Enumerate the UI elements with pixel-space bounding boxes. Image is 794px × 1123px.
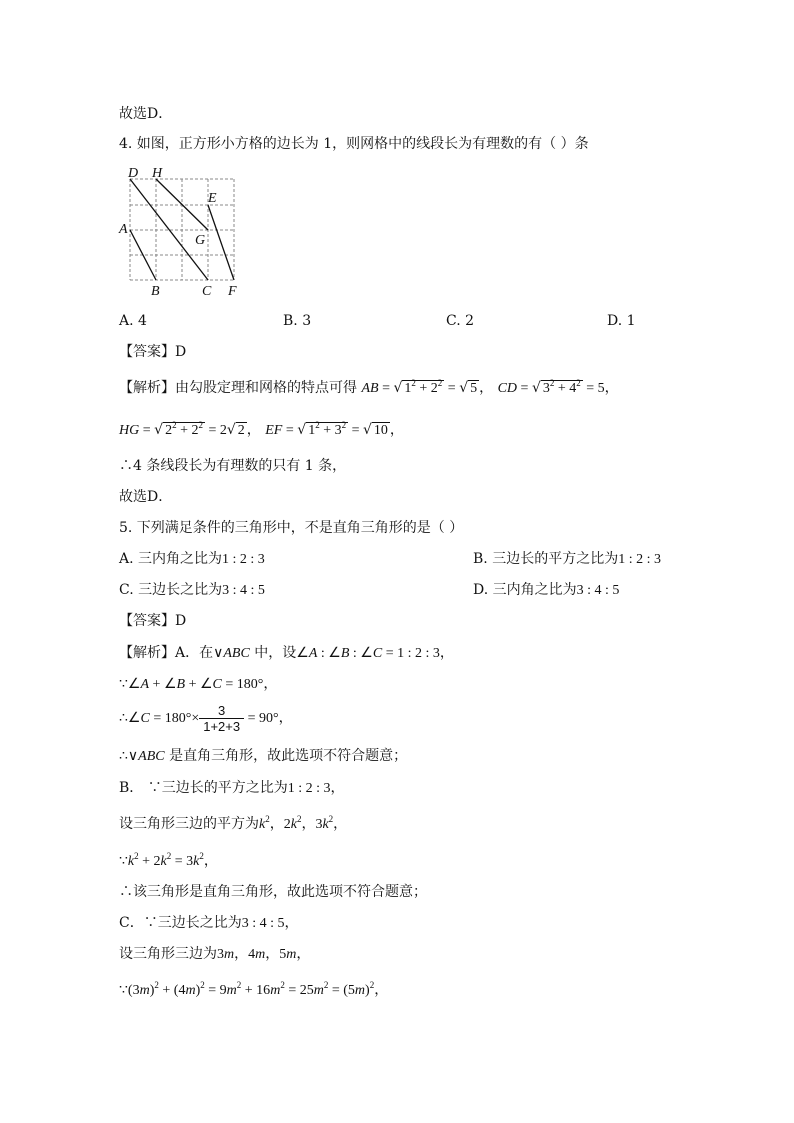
q5-analysis-b-4: ∴该三角形是直角三角形，故此选项不符合题意； <box>119 884 427 900</box>
q4-option-d: D. 1 <box>607 313 636 329</box>
q4-grid-figure <box>116 162 256 302</box>
label-g: G <box>195 233 206 248</box>
q5-answer: 【答案】D <box>119 613 187 629</box>
q5-analysis-b-3: $\because k^2 + 2k^2 = 3k^2$， <box>119 851 218 869</box>
question-4-stem: 4. 如图，正方形小方格的边长为 1，则网格中的线段长为有理数的有（ ）条 <box>119 136 589 152</box>
label-e: E <box>208 191 217 206</box>
q4-answer: 【答案】D <box>119 344 187 360</box>
q5-analysis-a-1: 【解析】A．在∨ABC 中，设∠A : ∠B : ∠C = 1 : 2 : 3， <box>119 645 454 661</box>
q4-analysis-line-2: HG = √ $2^2 + 2^2 = 2√$ 2 ， EF = √ $1^2 + 3^2$ = √ 10 ， <box>119 420 404 438</box>
q5-option-c: C. 三边长之比为3 : 4 : 5 <box>119 582 265 598</box>
q5-analysis-a-4: ∴∨ABC 是直角三角形，故此选项不符合题意； <box>119 748 408 764</box>
label-c: C <box>202 284 212 299</box>
q4-analysis-line-1: 【解析】由勾股定理和网格的特点可得 AB = √ $1^2 + 2^2$ = √ 5 ， CD = √ $3^2 + 4^2 = 5$， <box>119 378 619 396</box>
q4-option-c: C. 2 <box>446 313 475 329</box>
q4-option-b: B. 3 <box>283 313 312 329</box>
q5-option-d: D. 三内角之比为3 : 4 : 5 <box>473 582 620 598</box>
q4-end: 故选D． <box>119 489 173 505</box>
q5-analysis-a-3: ∴∠C = 180°× $\frac{3}{1+2+3}$ = 90°， <box>119 702 293 734</box>
label-f: F <box>228 284 237 299</box>
label-d: D <box>128 166 139 181</box>
q5-analysis-c-1: C．∵三边长之比为3 : 4 : 5， <box>119 915 299 931</box>
q4-analysis-prefix: 【解析】由勾股定理和网格的特点可得 <box>119 380 357 396</box>
q4-conclusion: ∴4 条线段长为有理数的只有 1 条， <box>119 458 347 474</box>
q5-analysis-c-2: 设三角形三边为3m，4m，5m， <box>119 946 311 962</box>
label-b: B <box>151 284 160 299</box>
q5-analysis-b-1: B． ∵三边长的平方之比为1 : 2 : 3， <box>119 780 345 796</box>
q5-analysis-b-2: 设三角形三边的平方为$k^2$，$2k^2$，$3k^2$， <box>119 814 348 832</box>
q5-analysis-c-3: $\because(3m)^2 + (4m)^2 = 9m^2 + 16m^2 = 25m^2 = (5m)^2$， <box>119 980 389 998</box>
label-h: H <box>152 166 163 181</box>
q5-option-b: B. 三边长的平方之比为1 : 2 : 3 <box>473 551 661 567</box>
answer-choice-line: 故选D． <box>119 106 173 122</box>
q4-option-a: A. 4 <box>119 313 147 329</box>
segment-ef <box>208 205 234 280</box>
question-5-stem: 5. 下列满足条件的三角形中，不是直角三角形的是（ ） <box>119 520 464 536</box>
label-a: A <box>119 222 128 237</box>
q5-analysis-a-2: ∵∠A + ∠B + ∠C = 180°， <box>119 676 278 692</box>
q5-option-a: A. 三内角之比为1 : 2 : 3 <box>119 551 265 567</box>
grid-lines <box>130 179 234 280</box>
